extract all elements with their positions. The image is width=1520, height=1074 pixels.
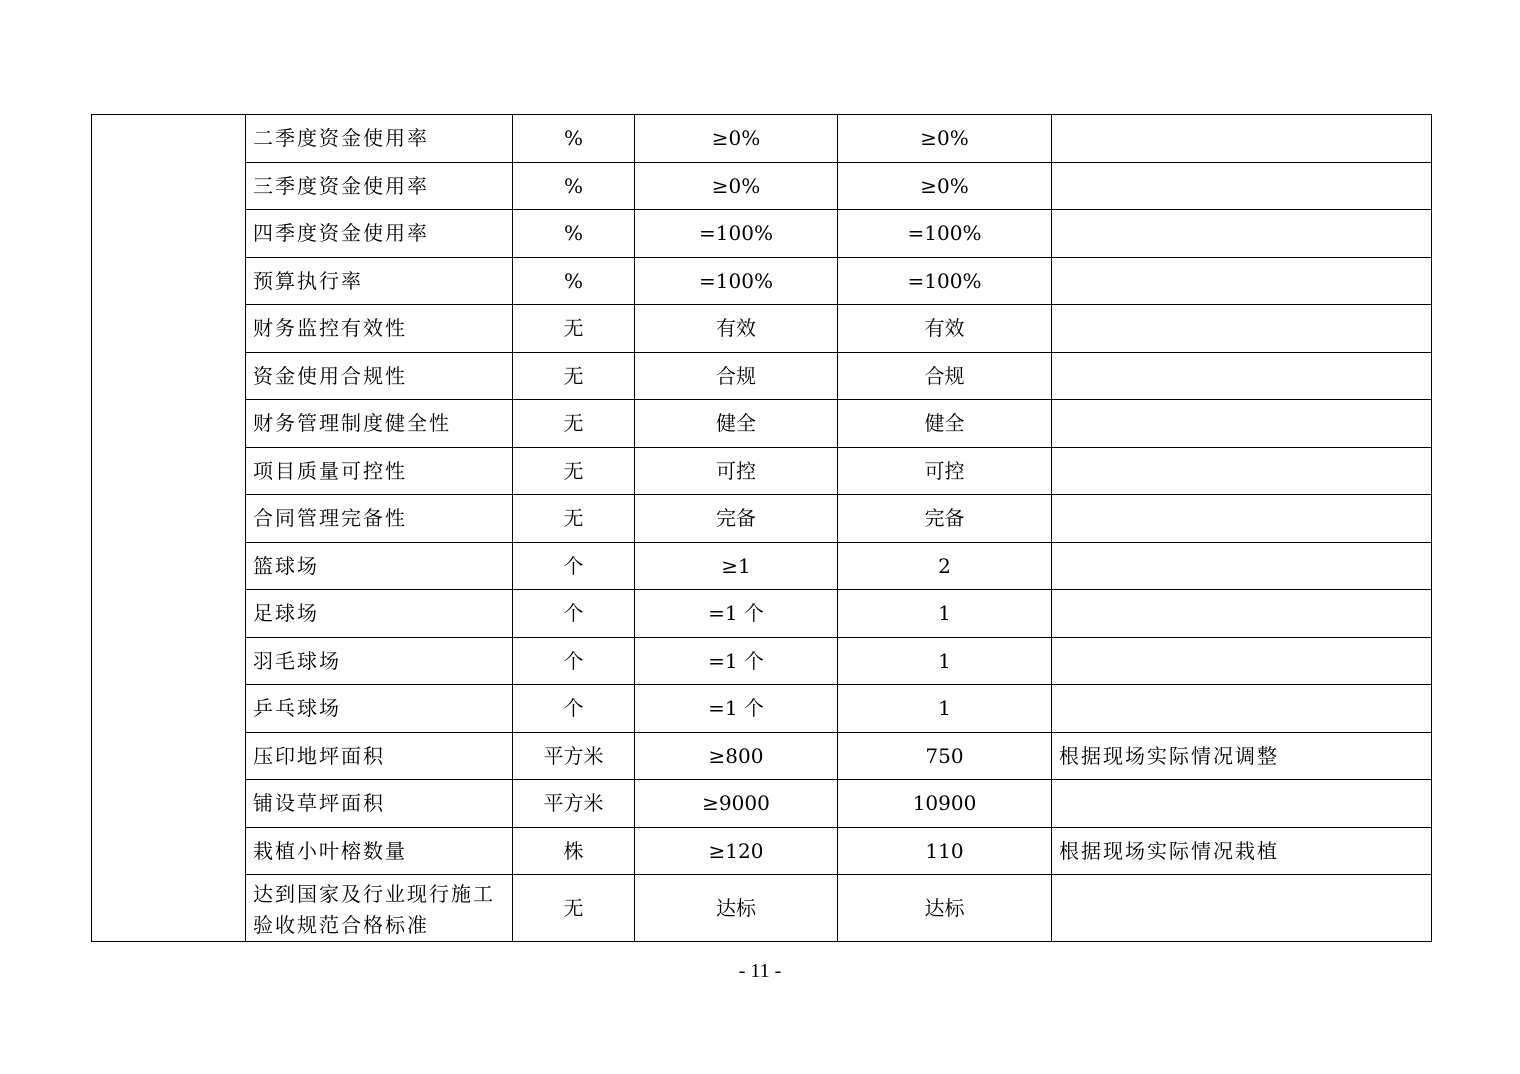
unit-cell: 无 <box>513 305 635 353</box>
note-cell <box>1052 305 1432 353</box>
indicator-cell: 栽植小叶榕数量 <box>246 827 513 875</box>
table-row <box>92 162 1432 210</box>
target-value-cell: =100% <box>635 257 838 305</box>
target-value-cell: 有效 <box>635 305 838 353</box>
note-cell <box>1052 590 1432 638</box>
unit-cell: 个 <box>513 590 635 638</box>
target-value-cell: =1 个 <box>635 590 838 638</box>
unit-cell: % <box>513 162 635 210</box>
note-cell <box>1052 257 1432 305</box>
note-cell <box>1052 447 1432 495</box>
target-value-cell: =1 个 <box>635 685 838 733</box>
unit-cell: 平方米 <box>513 780 635 828</box>
note-cell: 根据现场实际情况调整 <box>1052 732 1432 780</box>
table-row <box>92 637 1432 685</box>
note-cell <box>1052 780 1432 828</box>
actual-value-cell: 1 <box>838 685 1052 733</box>
unit-cell: 无 <box>513 447 635 495</box>
actual-value-cell: 可控 <box>838 447 1052 495</box>
note-cell <box>1052 352 1432 400</box>
target-value-cell: ≥9000 <box>635 780 838 828</box>
indicator-cell: 项目质量可控性 <box>246 447 513 495</box>
note-cell <box>1052 542 1432 590</box>
table-row <box>92 400 1432 448</box>
actual-value-cell: 750 <box>838 732 1052 780</box>
target-value-cell: ≥0% <box>635 115 838 163</box>
indicator-cell: 资金使用合规性 <box>246 352 513 400</box>
actual-value-cell: ≥0% <box>838 162 1052 210</box>
note-cell <box>1052 210 1432 258</box>
note-cell <box>1052 637 1432 685</box>
note-cell: 根据现场实际情况栽植 <box>1052 827 1432 875</box>
table-row <box>92 210 1432 258</box>
unit-cell: % <box>513 257 635 305</box>
target-value-cell: ≥800 <box>635 732 838 780</box>
indicator-cell: 四季度资金使用率 <box>246 210 513 258</box>
page-number: - 11 - <box>738 960 782 982</box>
actual-value-cell: 有效 <box>838 305 1052 353</box>
indicator-cell: 乒乓球场 <box>246 685 513 733</box>
indicator-cell: 铺设草坪面积 <box>246 780 513 828</box>
unit-cell: 无 <box>513 875 635 942</box>
unit-cell: % <box>513 210 635 258</box>
unit-cell: 个 <box>513 542 635 590</box>
actual-value-cell: ≥0% <box>838 115 1052 163</box>
indicator-cell: 三季度资金使用率 <box>246 162 513 210</box>
table-row <box>92 685 1432 733</box>
indicator-cell: 达到国家及行业现行施工验收规范合格标准 <box>246 875 513 942</box>
actual-value-cell: 达标 <box>838 875 1052 942</box>
target-value-cell: 达标 <box>635 875 838 942</box>
actual-value-cell: =100% <box>838 257 1052 305</box>
note-cell <box>1052 685 1432 733</box>
actual-value-cell: 1 <box>838 590 1052 638</box>
note-cell <box>1052 400 1432 448</box>
performance-indicator-table <box>91 114 1432 942</box>
unit-cell: 株 <box>513 827 635 875</box>
unit-cell: 平方米 <box>513 732 635 780</box>
actual-value-cell: 110 <box>838 827 1052 875</box>
actual-value-cell: 10900 <box>838 780 1052 828</box>
table-row <box>92 305 1432 353</box>
unit-cell: % <box>513 115 635 163</box>
table-row <box>92 352 1432 400</box>
actual-value-cell: 1 <box>838 637 1052 685</box>
note-cell <box>1052 162 1432 210</box>
table-row <box>92 875 1432 942</box>
target-value-cell: =1 个 <box>635 637 838 685</box>
target-value-cell: ≥120 <box>635 827 838 875</box>
note-cell <box>1052 495 1432 543</box>
unit-cell: 无 <box>513 495 635 543</box>
target-value-cell: 合规 <box>635 352 838 400</box>
table-row <box>92 780 1432 828</box>
actual-value-cell: =100% <box>838 210 1052 258</box>
actual-value-cell: 完备 <box>838 495 1052 543</box>
target-value-cell: ≥0% <box>635 162 838 210</box>
target-value-cell: 可控 <box>635 447 838 495</box>
table-row <box>92 495 1432 543</box>
unit-cell: 无 <box>513 400 635 448</box>
table-row <box>92 827 1432 875</box>
table-body <box>92 115 1432 942</box>
indicator-cell: 足球场 <box>246 590 513 638</box>
note-cell <box>1052 875 1432 942</box>
indicator-cell: 财务监控有效性 <box>246 305 513 353</box>
indicator-cell: 预算执行率 <box>246 257 513 305</box>
target-value-cell: 健全 <box>635 400 838 448</box>
table-row <box>92 590 1432 638</box>
unit-cell: 个 <box>513 685 635 733</box>
indicator-cell: 压印地坪面积 <box>246 732 513 780</box>
unit-cell: 个 <box>513 637 635 685</box>
indicator-cell: 篮球场 <box>246 542 513 590</box>
table-row <box>92 115 1432 163</box>
target-value-cell: ≥1 <box>635 542 838 590</box>
target-value-cell: =100% <box>635 210 838 258</box>
indicator-cell: 合同管理完备性 <box>246 495 513 543</box>
table-row <box>92 447 1432 495</box>
table-row <box>92 257 1432 305</box>
indicator-cell: 二季度资金使用率 <box>246 115 513 163</box>
indicator-cell: 财务管理制度健全性 <box>246 400 513 448</box>
category-cell <box>92 115 246 942</box>
unit-cell: 无 <box>513 352 635 400</box>
actual-value-cell: 合规 <box>838 352 1052 400</box>
table-row <box>92 542 1432 590</box>
indicator-cell: 羽毛球场 <box>246 637 513 685</box>
table-row <box>92 732 1432 780</box>
actual-value-cell: 2 <box>838 542 1052 590</box>
target-value-cell: 完备 <box>635 495 838 543</box>
actual-value-cell: 健全 <box>838 400 1052 448</box>
note-cell <box>1052 115 1432 163</box>
